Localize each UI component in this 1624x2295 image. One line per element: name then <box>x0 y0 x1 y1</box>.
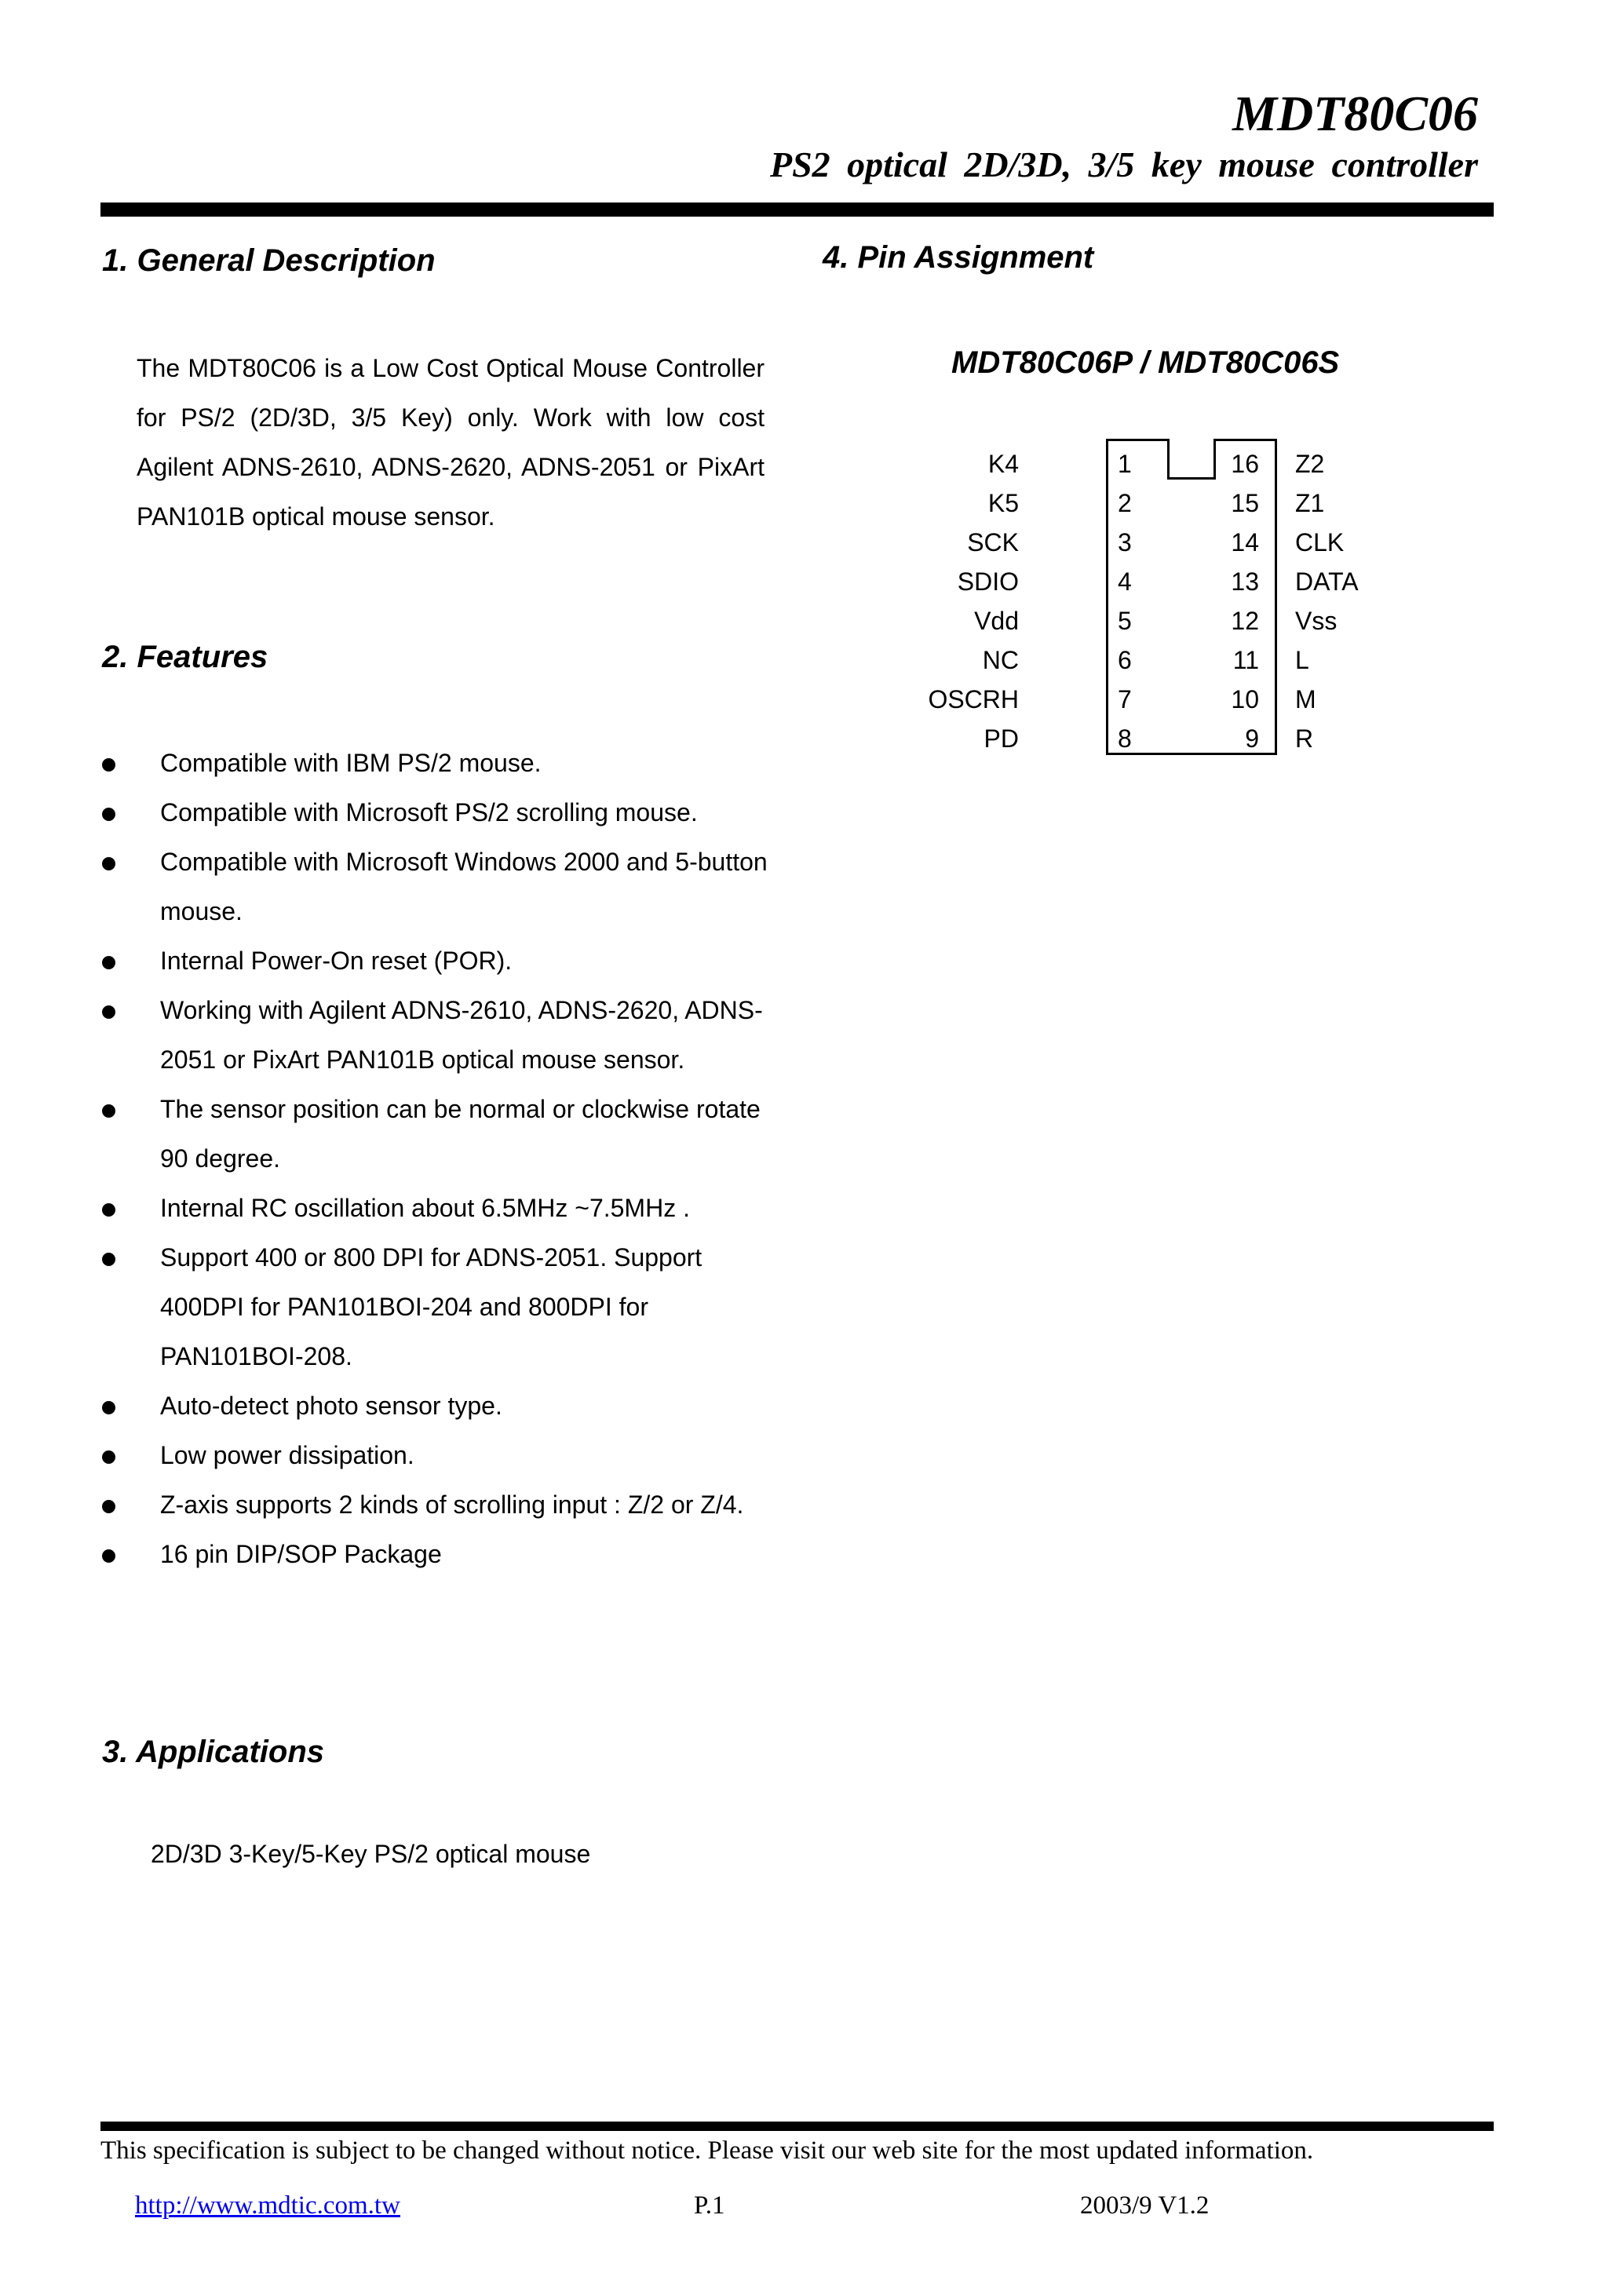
pin-row <box>911 562 1381 601</box>
pin-right-number: 15 <box>1231 489 1259 517</box>
bullet-icon <box>102 1450 115 1464</box>
feature-item: Z-axis supports 2 kinds of scrolling input : Z/2 or Z/4. <box>100 1480 776 1530</box>
pin-assignment-heading: 4. Pin Assignment <box>823 240 1094 275</box>
features-list <box>100 739 776 1579</box>
feature-item: Low power dissipation. <box>100 1431 776 1480</box>
pin-right-name: R <box>1295 724 1314 753</box>
pin-left-name: NC <box>982 646 1019 674</box>
feature-item: Internal Power-On reset (POR). <box>100 936 776 986</box>
chip-title: MDT80C06P / MDT80C06S <box>951 345 1340 380</box>
pin-right-name: CLK <box>1295 528 1345 556</box>
bullet-icon <box>102 1549 115 1563</box>
pin-right-number: 16 <box>1231 450 1259 478</box>
bullet-icon <box>102 956 115 969</box>
pin-row <box>911 483 1381 523</box>
pin-row <box>911 640 1381 680</box>
pin-left-name: K5 <box>987 489 1019 517</box>
feature-item: Working with Agilent ADNS-2610, ADNS-2620, ADNS-2051 or PixArt PAN101B optical mouse sensor. <box>100 986 776 1085</box>
pin-right-number: 11 <box>1232 646 1259 674</box>
document-subtitle: PS2 optical 2D/3D, 3/5 key mouse controller <box>769 144 1478 184</box>
pin-left-number: 8 <box>1118 724 1132 753</box>
footer-note: This specification is subject to be changed without notice. Please visit our web site for the most updated information. <box>100 2136 1314 2165</box>
pin-left-name: SCK <box>967 528 1019 556</box>
pin-left-name: PD <box>984 724 1019 753</box>
chip-top-edge-left <box>1106 439 1170 441</box>
pin-right-number: 10 <box>1231 685 1259 713</box>
applications-heading: 3. Applications <box>102 1735 325 1769</box>
feature-item: The sensor position can be normal or clockwise rotate 90 degree. <box>100 1085 776 1184</box>
pin-right-number: 9 <box>1245 724 1259 753</box>
pin-row <box>911 523 1381 562</box>
pin-left-name: K4 <box>987 450 1019 478</box>
feature-item: Compatible with Microsoft PS/2 scrolling mouse. <box>100 788 776 837</box>
bullet-icon <box>102 1253 115 1266</box>
pin-right-number: 13 <box>1231 567 1259 596</box>
general-description-heading: 1. General Description <box>102 243 436 278</box>
pin-row <box>911 601 1381 640</box>
feature-item: Support 400 or 800 DPI for ADNS-2051. Support 400DPI for PAN101BOI-204 and 800DPI for PAN101BOI-208. <box>100 1233 776 1381</box>
pin-left-number: 5 <box>1118 607 1132 635</box>
pin-left-number: 2 <box>1118 489 1132 517</box>
feature-item: Compatible with Microsoft Windows 2000 and 5-button mouse. <box>100 837 776 936</box>
bullet-icon <box>102 758 115 772</box>
feature-item: Auto-detect photo sensor type. <box>100 1381 776 1431</box>
document-title: MDT80C06 <box>1232 86 1478 141</box>
bullet-icon <box>102 1005 115 1019</box>
feature-item: 16 pin DIP/SOP Package <box>100 1530 776 1579</box>
pin-left-name: OSCRH <box>928 685 1019 713</box>
chip-top-edge-right <box>1213 439 1277 441</box>
pin-left-name: Vdd <box>974 607 1019 635</box>
bullet-icon <box>102 1104 115 1118</box>
pin-left-number: 1 <box>1118 450 1132 478</box>
pin-left-name: SDIO <box>957 567 1019 596</box>
pin-left-number: 3 <box>1118 528 1132 556</box>
bullet-icon <box>102 1401 115 1414</box>
general-description-text: The MDT80C06 is a Low Cost Optical Mouse Controller for PS/2 (2D/3D, 3/5 Key) only. Work with low cost Agilent ADNS-2610, ADNS-2620, ADNS-2051 or PixArt PAN101B optical mouse sensor. <box>137 354 765 531</box>
pin-right-name: DATA <box>1295 567 1359 596</box>
header-rule <box>100 202 1494 217</box>
page-number: P.1 <box>694 2191 725 2220</box>
website-link[interactable]: http://www.mdtic.com.tw <box>135 2191 400 2220</box>
pin-right-name: L <box>1295 646 1309 674</box>
pin-right-number: 14 <box>1231 528 1259 556</box>
pin-right-name: Z1 <box>1295 489 1325 517</box>
pin-right-name: M <box>1295 685 1316 713</box>
bullet-icon <box>102 1500 115 1513</box>
pin-row <box>911 719 1381 758</box>
pin-left-number: 6 <box>1118 646 1132 674</box>
pin-row <box>911 444 1381 483</box>
footer-rule <box>100 2122 1494 2131</box>
pin-row <box>911 680 1381 719</box>
feature-item: Compatible with IBM PS/2 mouse. <box>100 739 776 788</box>
pin-right-name: Vss <box>1295 607 1338 635</box>
features-heading: 2. Features <box>102 640 268 674</box>
pin-left-number: 4 <box>1118 567 1132 596</box>
feature-item: Internal RC oscillation about 6.5MHz ~7.5MHz . <box>100 1184 776 1233</box>
pin-right-number: 12 <box>1231 607 1259 635</box>
applications-text: 2D/3D 3-Key/5-Key PS/2 optical mouse <box>151 1840 591 1868</box>
bullet-icon <box>102 857 115 870</box>
bullet-icon <box>102 808 115 821</box>
pin-right-name: Z2 <box>1295 450 1325 478</box>
pin-left-number: 7 <box>1118 685 1132 713</box>
bullet-icon <box>102 1203 115 1217</box>
document-version: 2003/9 V1.2 <box>1080 2191 1210 2220</box>
